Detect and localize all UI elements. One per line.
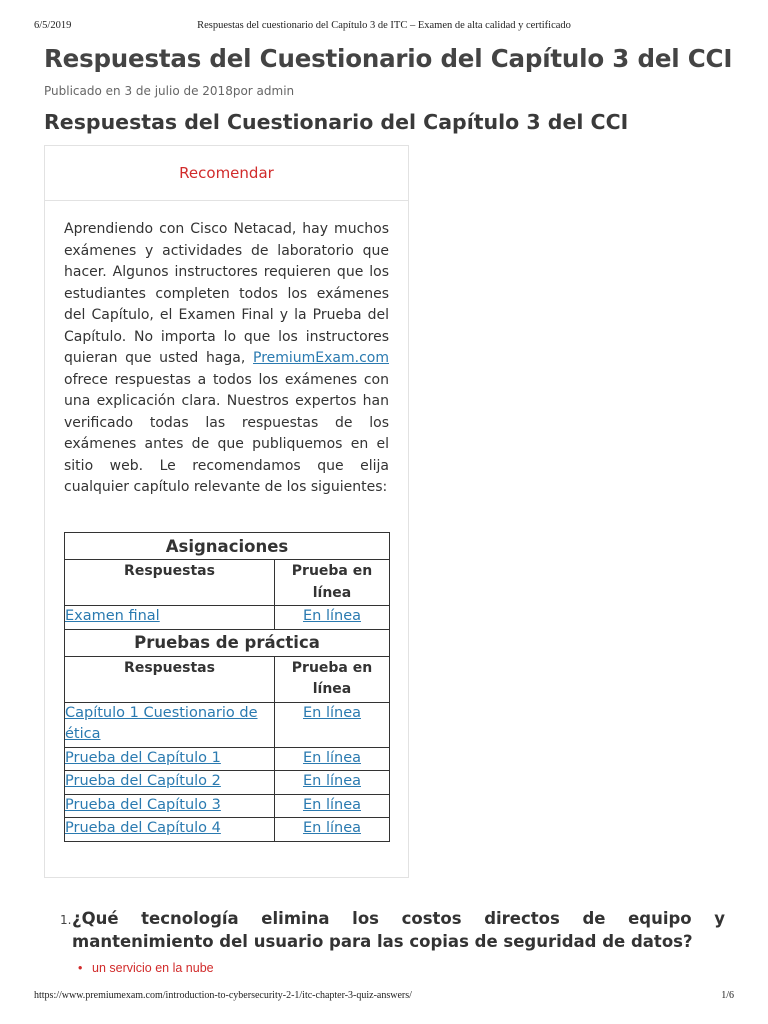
question-1 — [60, 907, 725, 953]
table-row — [65, 794, 390, 818]
print-doc-title: Respuestas del cuestionario del Capítulo 3 de ITC – Examen de alta calidad y certificado — [197, 20, 571, 31]
question-number: 1. — [60, 913, 72, 927]
practice-rows — [65, 702, 390, 841]
intro-text-start: Aprendiendo con Cisco Netacad, hay muchos exámenes y actividades de laboratorio que hacer. Algunos instructores requieren que los estudiantes completen todos los exámenes del Capítulo, el Examen Final y la Prueba del Capítulo. No importa lo que los instructores quieran que usted haga, — [64, 221, 389, 366]
question-text: ¿Qué tecnología elimina los costos directos de equipo y mantenimiento del usuario para las copias de seguridad de datos? — [72, 909, 725, 951]
answer-item — [78, 961, 214, 975]
column-header-online-test: Prueba en línea — [275, 656, 390, 702]
answers-table — [64, 532, 390, 842]
column-header-online-test: Prueba en línea — [275, 560, 390, 606]
table-row — [65, 818, 390, 842]
online-test-link[interactable]: En línea — [302, 749, 361, 766]
answer-link[interactable]: Capítulo 1 Cuestionario de ética — [65, 704, 258, 742]
print-header — [34, 20, 734, 34]
table-row — [65, 747, 390, 771]
assignments-heading: Asignaciones — [65, 533, 390, 560]
column-header-answers: Respuestas — [65, 656, 275, 702]
post-meta: Publicado en 3 de julio de 2018por admin — [44, 84, 295, 98]
online-test-link[interactable]: En línea — [302, 773, 361, 789]
table-row — [65, 606, 390, 630]
recommend-button[interactable]: Recomendar — [45, 146, 408, 201]
table-row — [65, 771, 390, 795]
table-row — [65, 702, 390, 747]
online-test-link[interactable]: En línea — [302, 608, 361, 624]
premiumexam-link[interactable]: PremiumExam.com — [253, 350, 389, 366]
answer-link[interactable]: Examen final — [65, 608, 160, 624]
page-number: 1/6 — [721, 990, 734, 1001]
assignments-rows — [65, 606, 390, 630]
column-header-answers: Respuestas — [65, 560, 275, 606]
post-subtitle: Respuestas del Cuestionario del Capítulo 3 del CCI — [44, 110, 629, 134]
answer-link[interactable]: Prueba del Capítulo 3 — [65, 796, 221, 813]
print-date: 6/5/2019 — [34, 20, 72, 31]
assignments-section — [65, 533, 390, 606]
page-title: Respuestas del Cuestionario del Capítulo 3 del CCI — [44, 44, 733, 73]
online-test-link[interactable]: En línea — [302, 796, 361, 813]
intro-paragraph — [64, 219, 389, 499]
practice-heading: Pruebas de práctica — [65, 629, 390, 656]
answer-text: un servicio en la nube — [92, 961, 214, 975]
answer-link[interactable]: Prueba del Capítulo 4 — [65, 820, 221, 836]
bullet-icon: • — [78, 961, 83, 975]
answer-link[interactable]: Prueba del Capítulo 1 — [65, 749, 221, 766]
online-test-link[interactable]: En línea — [302, 704, 361, 721]
print-footer — [34, 990, 734, 1004]
intro-text-end: ofrece respuestas a todos los exámenes con una explicación clara. Nuestros expertos han verificado todas las respuestas de los exámenes antes de que publiquemos en el sitio web. Le recomendamos que elija cualquier capítulo relevante de los siguientes: — [64, 371, 389, 495]
online-test-link[interactable]: En línea — [302, 820, 361, 836]
content-card — [44, 145, 409, 878]
practice-section — [65, 629, 390, 702]
answer-link[interactable]: Prueba del Capítulo 2 — [65, 773, 221, 789]
print-url: https://www.premiumexam.com/introduction-to-cybersecurity-2-1/itc-chapter-3-quiz-answers/ — [34, 990, 412, 1001]
